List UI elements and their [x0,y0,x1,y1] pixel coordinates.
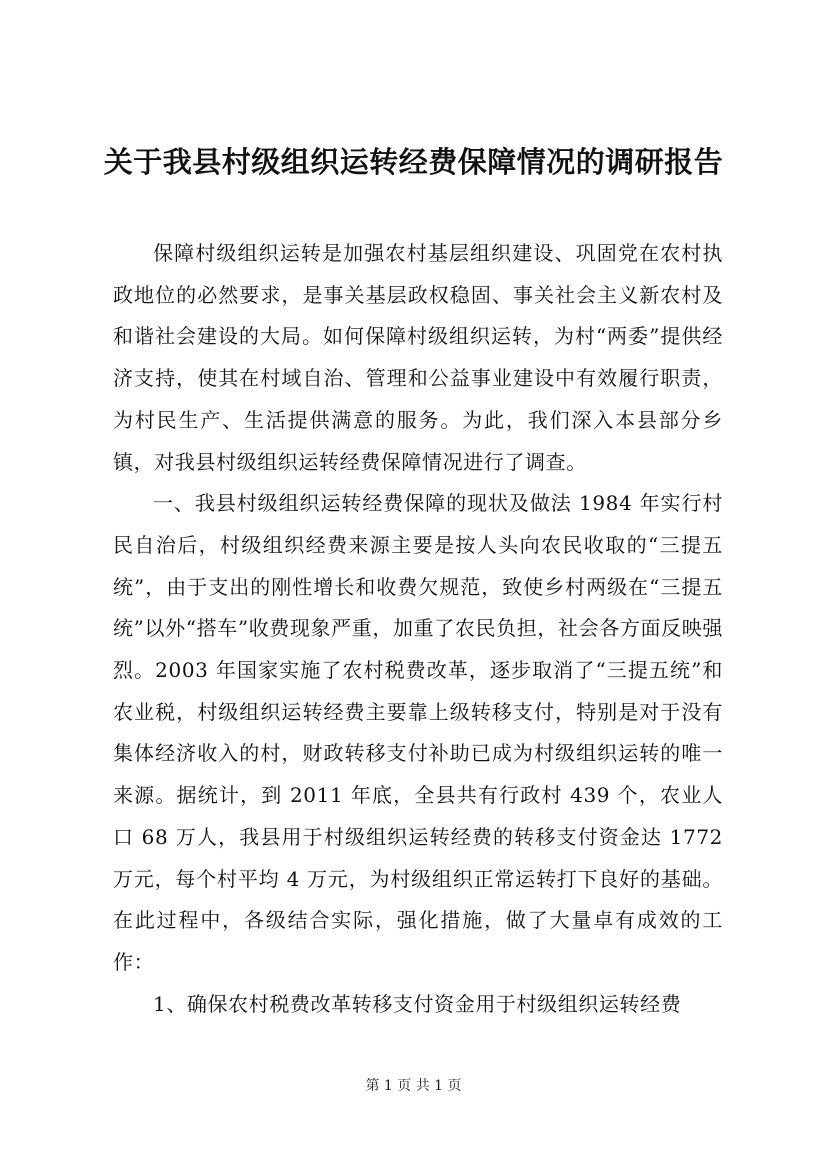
paragraph-section-one: 一、我县村级组织运转经费保障的现状及做法 1984 年实行村民自治后，村级组织经费来源主要是按人头向农民收取的“三提五统”，由于支出的刚性增长和收费欠规范，致使乡村两级在“三提五统”以外“搭车”收费现象严重，加重了农民负担，社会各方面反映强烈。2003 年国家实施了农村税费改革，逐步取消了“三提五统”和农业税，村级组织运转经费主要靠上级转移支付，特别是对于没有集体经济收入的村，财政转移支付补助已成为村级组织运转的唯一来源。据统计，到 2011 年底，全县共有行政村 439 个，农业人口 68 万人，我县用于村级组织运转经费的转移支付资金达 1772 万元，每个村平均 4 万元，为村级组织正常运转打下良好的基础。在此过程中，各级结合实际，强化措施，做了大量卓有成效的工作： [113,491,723,974]
page-number-footer: 第 1 页 共 1 页 [365,1078,462,1094]
paragraph-intro: 保障村级组织运转是加强农村基层组织建设、巩固党在农村执政地位的必然要求，是事关基层政权稳固、事关社会主义新农村及和谐社会建设的大局。如何保障村级组织运转，为村“两委”提供经济支持，使其在村域自治、管理和公益事业建设中有效履行职责，为村民生产、生活提供满意的服务。为此，我们深入本县部分乡镇，对我县村级组织运转经费保障情况进行了调查。 [113,241,723,474]
paragraph-item-one: 1、确保农村税费改革转移支付资金用于村级组织运转经费 [153,991,682,1016]
document-title: 关于我县村级组织运转经费保障情况的调研报告 [103,145,724,179]
document-body [113,233,723,1025]
